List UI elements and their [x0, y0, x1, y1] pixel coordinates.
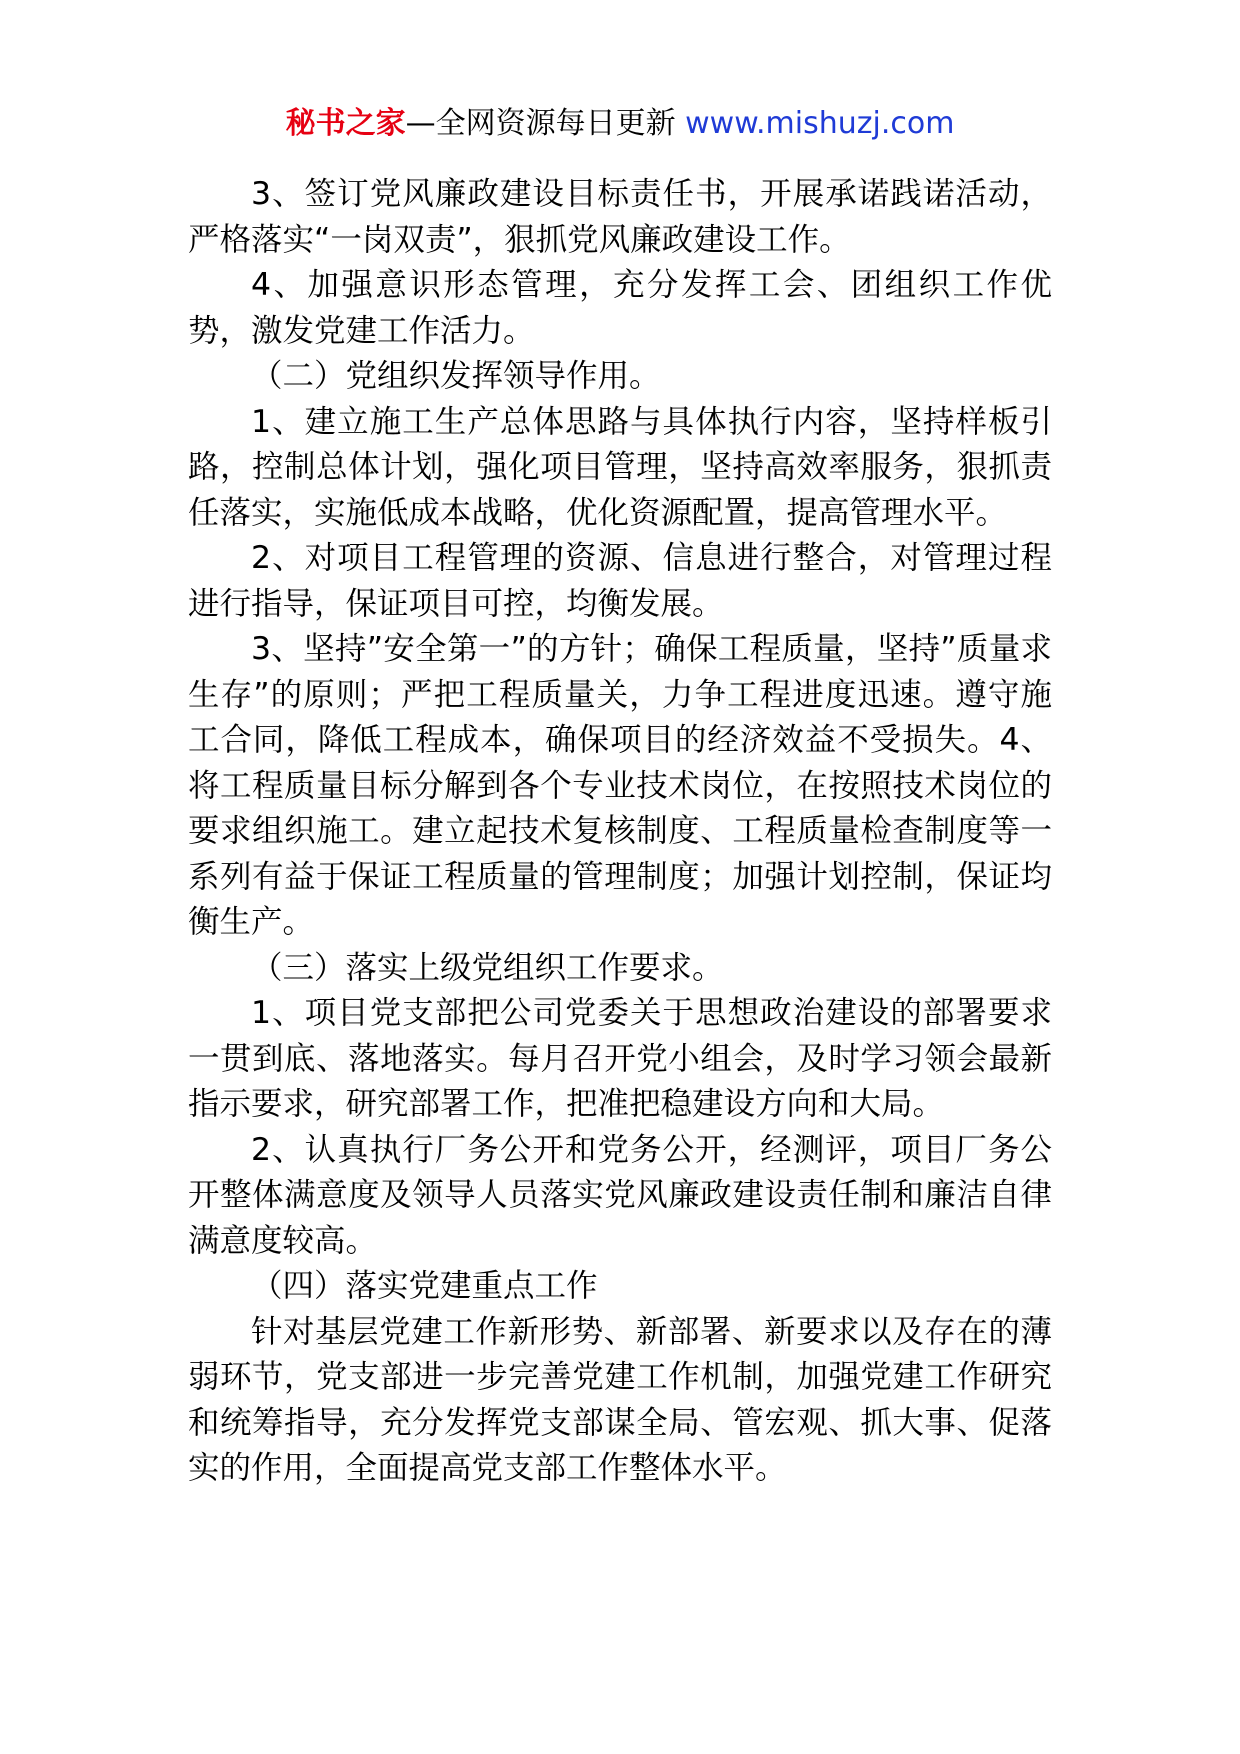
paragraph-item-3-responsibility: 3、签订党风廉政建设目标责任书，开展承诺践诺活动，严格落实“一岗双责”，狠抓党风廉政建设工作。 [188, 176, 1052, 258]
page-header [0, 104, 1240, 144]
section-heading-4: （四）落实党建重点工作 [251, 1268, 598, 1304]
paragraph-key-work: 针对基层党建工作新形势、新部署、新要求以及存在的薄弱环节，党支部进一步完善党建工作机制，加强党建工作研究和统筹指导，充分发挥党支部谋全局、管宏观、抓大事、促落实的作用，全面提高党支部工作整体水平。 [188, 1313, 1052, 1486]
paragraph-item-2-disclosure: 2、认真执行厂务公开和党务公开，经测评，项目厂务公开整体满意度及领导人员落实党风廉政建设责任制和廉洁自律满意度较高。 [188, 1131, 1052, 1259]
paragraph-item-3-safety-quality: 3、坚持”安全第一”的方针；确保工程质量，坚持”质量求生存”的原则；严把工程质量关，力争工程进度迅速。遵守施工合同，降低工程成本，确保项目的经济效益不受损失。4、将工程质量目标分解到各个专业技术岗位，在按照技术岗位的要求组织施工。建立起技术复核制度、工程质量检查制度等一系列有益于保证工程质量的管理制度；加强计划控制，保证均衡生产。 [188, 631, 1052, 940]
site-brand: 秘书之家 [285, 106, 406, 141]
paragraph-item-2-management: 2、对项目工程管理的资源、信息进行整合，对管理过程进行指导，保证项目可控，均衡发展。 [188, 540, 1052, 622]
paragraph-item-1-party-branch: 1、项目党支部把公司党委关于思想政治建设的部署要求一贯到底、落地落实。每月召开党小组会，及时学习领会最新指示要求，研究部署工作，把准把稳建设方向和大局。 [188, 995, 1052, 1122]
paragraph-item-4-ideology: 4、加强意识形态管理，充分发挥工会、团组织工作优势，激发党建工作活力。 [188, 267, 1052, 349]
document-body [188, 172, 1052, 1492]
site-url-link[interactable]: www.mishuzj.com [685, 106, 955, 141]
section-heading-3: （三）落实上级党组织工作要求。 [251, 949, 724, 986]
paragraph-item-1-construction: 1、建立施工生产总体思路与具体执行内容，坚持样板引路，控制总体计划，强化项目管理，坚持高效率服务，狠抓责任落实，实施低成本战略，优化资源配置，提高管理水平。 [188, 403, 1052, 531]
section-heading-2: （二）党组织发挥领导作用。 [251, 358, 661, 394]
site-tagline: —全网资源每日更新 [405, 106, 686, 141]
